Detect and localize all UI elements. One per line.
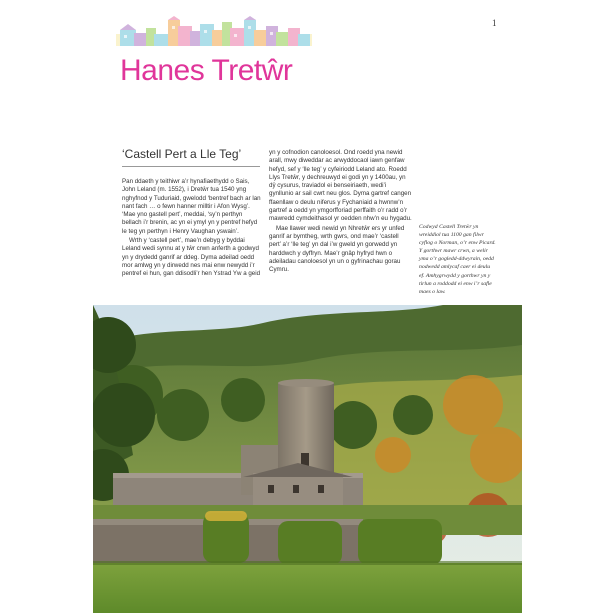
paragraph: yn y cofnodion canoloesol. Ond roedd yna newid arall, mwy diweddar ac arwyddocaol iawn genfaw hefyd, sef y ‘lle teg’ y cyfeiriodd Leland ato. Roedd Llys Tretŵr, y dechreuwyd ei godi yn y 1400au, yn dŷ cysurus, traviadol ei benseiriaeth, wedi’i gynllunio ar sail cwrt neu glos. Dyma gartref cangen ffaenllaw o deulu niferus y Fychaniaid a hwnnw’n gartref a oedd yn ymgorfforiad perffaith o’r radd o’r mawredd cymdeithasol yr oedden nhw’n eu hygadu. xyxy=(269,149,412,223)
paragraph: Wrth y ‘castell pert’, mae’n debyg y byddai Leland wedi synnu at y tŵr crwn anferth a godwyd yn y drydedd ganrif ar ddeg. Dyma adeilad oedd mor amlwg yn y dirwedd nes mai enw newydd i’r pentref ei hun, gan ddisodli’r hen Ystrad Yw a geid xyxy=(122,237,261,278)
subheading-rule xyxy=(122,166,260,167)
section-subheading: ‘Castell Pert a Lle Teg’ xyxy=(122,147,242,161)
page-number: 1 xyxy=(492,18,497,28)
paragraph: Pan ddaeth y teithiwr a’r hynafiaethydd o Sais, John Leland (m. 1552), i Dretŵr tua 1540 yng nghyfnod y Tuduriaid, gwelodd ‘bentref bach ar lan nant fach … o fewn hanner milltir i Afon Wysg’. ‘Mae yno gastell pert’, meddai, ‘sy’n perthyn bellach i’r brenin, ac yn ei ymyl yn y pentref hefyd le teg yn perthyn i Henry Vaughan yswain’. xyxy=(122,178,261,235)
photo-caption: Codwyd Castell Tretŵr yn wreiddiol tua 1100 gan filwr cyflog o Norman, o’r enw Picard. Y gorthwr mawr crwn, a welir yma o’r gogledd-ddwyrain, oedd nodwedd amlycaf caer ei deulu ef. Amhygrwydd y gorthwr yn y tirlun a roddodd ei enw i’r safle maes o law. xyxy=(419,224,496,295)
paragraph: Mae llawer wedi newid yn Nhretŵr ers yr unfed ganrif ar bymtheg, wrth gwrs, ond mae’r ‘castell pert’ a’r ‘lle teg’ yn dal i’w gweld yn gorwedd yn harddwch y dyffryn. Mae’r gnâp hyfryd hwn o adeiladau canoloesol yn un o gyfrinachau gorau Cymru. xyxy=(269,224,405,274)
body-column-1 xyxy=(122,178,262,280)
body-column-2 xyxy=(269,149,412,275)
village-skyline-banner xyxy=(116,16,312,46)
castle-photograph xyxy=(93,305,522,613)
page-title: Hanes Tretŵr xyxy=(120,54,293,87)
